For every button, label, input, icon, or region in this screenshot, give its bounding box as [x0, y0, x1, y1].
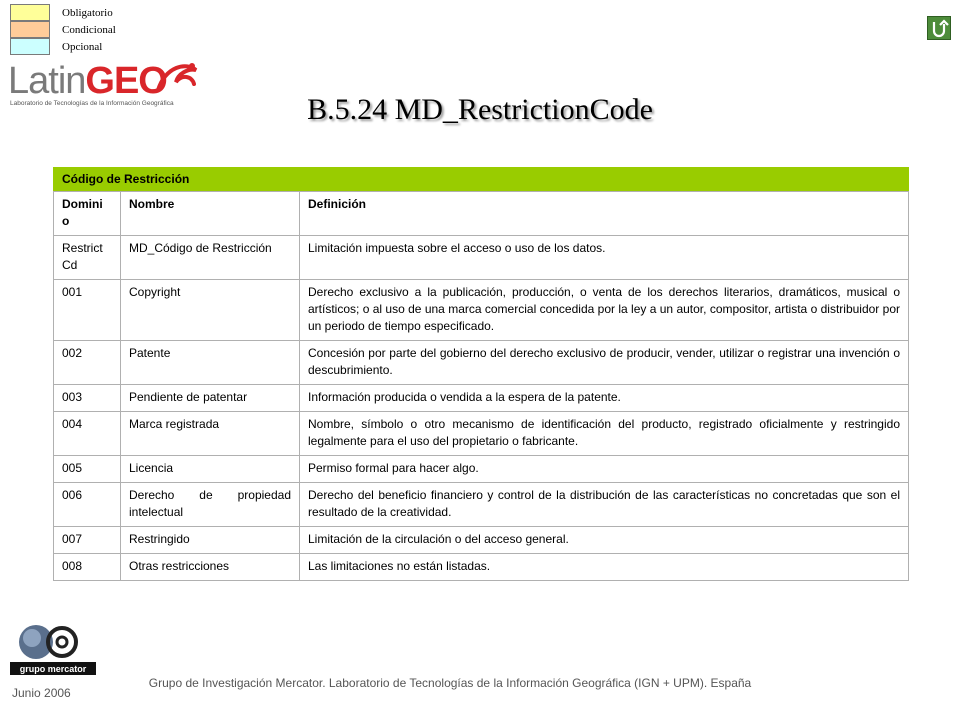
legend-item-condicional [10, 21, 116, 38]
table-row [54, 341, 909, 385]
cell-dominio: 002 [54, 341, 121, 385]
table-row [54, 554, 909, 581]
table-row [54, 280, 909, 341]
cell-dominio: 007 [54, 527, 121, 554]
return-arrow-icon[interactable] [927, 16, 951, 40]
table-header-row [54, 192, 909, 236]
cell-dominio: Restrict Cd [54, 236, 121, 280]
header-nombre: Nombre [121, 192, 300, 236]
cell-definicion: Las limitaciones no están listadas. [300, 554, 909, 581]
logo-wordmark: LatinGEO [8, 60, 167, 102]
cell-definicion: Derecho del beneficio financiero y control de la distribución de las características no concretadas que son el resultado de la creatividad. [300, 483, 909, 527]
cell-dominio: 006 [54, 483, 121, 527]
table-row [54, 385, 909, 412]
cell-nombre: Patente [121, 341, 300, 385]
legend-swatch [10, 38, 50, 55]
table-row [54, 483, 909, 527]
table-row [54, 236, 909, 280]
cell-definicion: Limitación de la circulación o del acceso general. [300, 527, 909, 554]
legend-item-opcional [10, 38, 116, 55]
cell-definicion: Concesión por parte del gobierno del derecho exclusivo de producir, vender, utilizar o registrar una invención o descubrimiento. [300, 341, 909, 385]
cell-definicion: Nombre, símbolo o otro mecanismo de identificación del producto, registrado oficialmente y restringido legalmente para el uso del propietario o fabricante. [300, 412, 909, 456]
legend-swatch [10, 4, 50, 21]
legend-label: Obligatorio [62, 6, 113, 19]
legend-swatch [10, 21, 50, 38]
cell-dominio: 003 [54, 385, 121, 412]
legend-label: Condicional [62, 23, 116, 36]
logo-subtitle: Laboratorio de Tecnologías de la Información Geográfica [10, 100, 174, 107]
footer-date: Junio 2006 [12, 686, 71, 700]
header-dominio: Domini o [54, 192, 121, 236]
cell-definicion: Permiso formal para hacer algo. [300, 456, 909, 483]
footer-text: Grupo de Investigación Mercator. Laboratorio de Tecnologías de la Información Geográfica (IGN + UPM). España [148, 676, 752, 690]
cell-dominio: 004 [54, 412, 121, 456]
grupo-mercator-logo [8, 622, 98, 678]
cell-nombre: MD_Código de Restricción [121, 236, 300, 280]
page-title: B.5.24 MD_RestrictionCode [307, 93, 653, 126]
cell-nombre: Pendiente de patentar [121, 385, 300, 412]
legend-label: Opcional [62, 40, 103, 53]
cell-nombre: Restringido [121, 527, 300, 554]
cell-nombre: Derecho de propiedad intelectual [121, 483, 300, 527]
table-row [54, 456, 909, 483]
cell-nombre: Copyright [121, 280, 300, 341]
table-row [54, 527, 909, 554]
svg-text:grupo mercator: grupo mercator [19, 664, 87, 674]
legend-item-obligatorio [10, 4, 116, 21]
table-row [54, 412, 909, 456]
header-definicion: Definición [300, 192, 909, 236]
table-caption: Código de Restricción [53, 167, 909, 191]
legend [10, 4, 116, 55]
restriction-code-table [53, 167, 909, 581]
cell-nombre: Licencia [121, 456, 300, 483]
cell-definicion: Derecho exclusivo a la publicación, producción, o venta de los derechos literarios, dramáticos, musical o artísticos; o al uso de una marca comercial concedida por la ley a un autor, compositor, artista o distribuidor por un periodo de tiempo especificado. [300, 280, 909, 341]
cell-dominio: 008 [54, 554, 121, 581]
cell-definicion: Información producida o vendida a la espera de la patente. [300, 385, 909, 412]
table-body [53, 191, 909, 581]
cell-definicion: Limitación impuesta sobre el acceso o uso de los datos. [300, 236, 909, 280]
cell-nombre: Marca registrada [121, 412, 300, 456]
cell-nombre: Otras restricciones [121, 554, 300, 581]
cell-dominio: 001 [54, 280, 121, 341]
cell-dominio: 005 [54, 456, 121, 483]
